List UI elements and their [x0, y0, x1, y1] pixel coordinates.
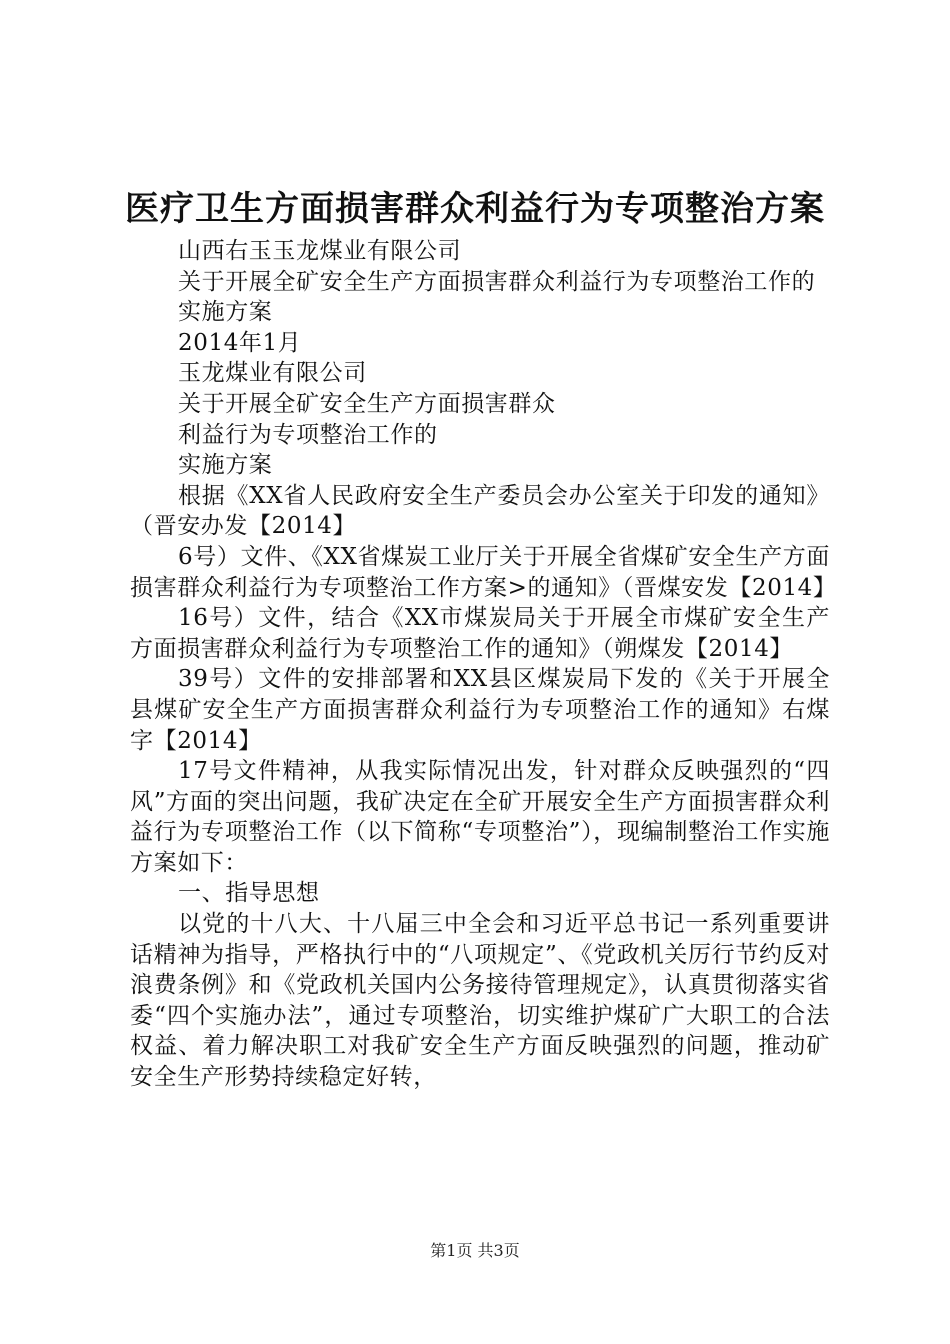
- paragraph-basis-2: 6号）文件、《XX省煤炭工业厅关于开展全省煤矿安全生产方面损害群众利益行为专项整治工作方案>的通知》（晋煤安发【2014】: [130, 543, 837, 601]
- paragraph-basis-3: 16号）文件，结合《XX市煤炭局关于开展全市煤矿安全生产方面损害群众利益行为专项整治工作的通知》（朔煤发【2014】: [130, 605, 830, 662]
- paragraph-company-short: 玉龙煤业有限公司: [178, 360, 367, 387]
- page-number: 第1页 共3页: [430, 1241, 520, 1260]
- paragraph-plan-label: 实施方案: [178, 299, 273, 326]
- paragraph-basis-5: 17号文件精神，从我实际情况出发，针对群众反映强烈的“四风”方面的突出问题，我矿决定在全矿开展安全生产方面损害群众利益行为专项整治工作（以下简称“专项整治”），现编制整治工作实施方案如下：: [130, 758, 830, 876]
- paragraph-subtitle-line2: 利益行为专项整治工作的: [178, 421, 438, 448]
- paragraph-basis-4: 39号）文件的安排部署和XX县区煤炭局下发的《关于开展全县煤矿安全生产方面损害群众利益行为专项整治工作的通知》右煤字【2014】: [130, 666, 830, 754]
- paragraph-basis-1: 根据《XX省人民政府安全生产委员会办公室关于印发的通知》（晋安办发【2014】: [130, 482, 830, 540]
- paragraph-company: 山西右玉玉龙煤业有限公司: [178, 238, 462, 264]
- paragraph-notice-title: 关于开展全矿安全生产方面损害群众利益行为专项整治工作的: [178, 268, 816, 295]
- section-heading-guiding-ideology: 一、指导思想: [178, 880, 320, 907]
- paragraph-date: 2014年1月: [178, 329, 302, 356]
- document-body: [130, 236, 837, 1093]
- paragraph-guiding-ideology: 以党的十八大、十八届三中全会和习近平总书记一系列重要讲话精神为指导，严格执行中的“八项规定”、《党政机关厉行节约反对浪费条例》和《党政机关国内公务接待管理规定》，认真贯彻落实省委“四个实施办法”，通过专项整治，切实维护煤矿广大职工的合法权益、着力解决职工对我矿安全生产方面反映强烈的问题，推动矿安全生产形势持续稳定好转，: [130, 911, 830, 1091]
- document-title: 医疗卫生方面损害群众利益行为专项整治方案: [125, 189, 825, 229]
- paragraph-subtitle-line1: 关于开展全矿安全生产方面损害群众: [178, 390, 556, 417]
- paragraph-plan-label-2: 实施方案: [178, 452, 273, 479]
